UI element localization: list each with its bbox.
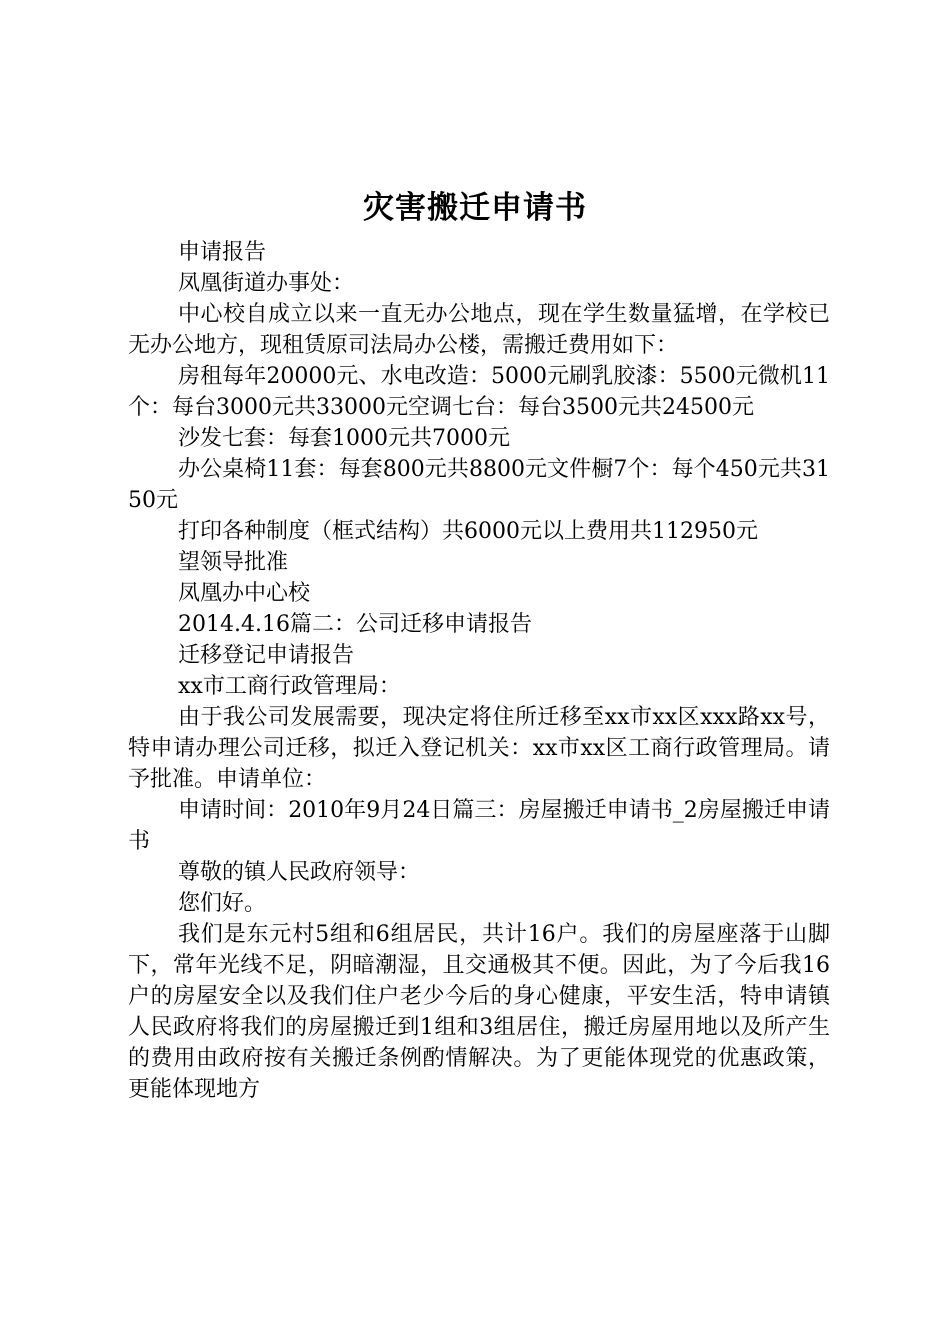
paragraph-signatory: 凤凰办中心校 bbox=[178, 581, 311, 606]
paragraph-cost-desks-cabinets: 办公桌椅11套：每套800元共8800元文件橱7个：每个450元共3150元 bbox=[128, 457, 830, 513]
paragraph-cost-sofas: 沙发七套：每套1000元共7000元 bbox=[178, 426, 510, 451]
paragraph-date-part-two: 2014.4.16篇二：公司迁移申请报告 bbox=[178, 612, 532, 637]
document-title: 灾害搬迁申请书 bbox=[363, 190, 587, 226]
paragraph-approval-request: 望领导批准 bbox=[178, 550, 289, 575]
paragraph-relocation-reason: 中心校自成立以来一直无办公地点，现在学生数量猛增，在学校已无办公地方，现租赁原司法局办公楼，需搬迁费用如下： bbox=[128, 302, 830, 358]
paragraph-application-date: 申请时间：2010年9月24日篇三：房屋搬迁申请书_2房屋搬迁申请书 bbox=[128, 798, 830, 854]
paragraph-migration-heading: 迁移登记申请报告 bbox=[178, 643, 355, 668]
paragraph-residents-request: 我们是东元村5组和6组居民，共计16户。我们的房屋座落于山脚下，常年光线不足，阴暗潮湿，且交通极其不便。因此，为了今后我16户的房屋安全以及我们住户老少今后的身心健康，平安生活，特申请镇人民政府将我们的房屋搬迁到1组和3组居住，搬迁房屋用地以及所产生的费用由政府按有关搬迁条例酌情解决。为了更能体现党的优惠政策，更能体现地方 bbox=[128, 922, 830, 1102]
paragraph-cost-rent-utilities: 房租每年20000元、水电改造：5000元刷乳胶漆：5500元微机11个：每台3000元共33000元空调七台：每台3500元共24500元 bbox=[128, 364, 830, 420]
document-body bbox=[128, 237, 830, 1105]
paragraph-greeting-government: 尊敬的镇人民政府领导： bbox=[178, 860, 421, 885]
paragraph-report-heading: 申请报告 bbox=[178, 240, 267, 265]
paragraph-cost-total: 打印各种制度（框式结构）共6000元以上费用共112950元 bbox=[178, 519, 758, 544]
paragraph-recipient-bureau: xx市工商行政管理局： bbox=[178, 674, 401, 699]
paragraph-salutation: 您们好。 bbox=[178, 891, 267, 916]
paragraph-company-migration: 由于我公司发展需要，现决定将住所迁移至xx市xx区xxx路xx号，特申请办理公司迁移，拟迁入登记机关：xx市xx区工商行政管理局。请予批准。申请单位： bbox=[128, 705, 830, 792]
paragraph-recipient-office: 凤凰街道办事处： bbox=[178, 271, 355, 296]
